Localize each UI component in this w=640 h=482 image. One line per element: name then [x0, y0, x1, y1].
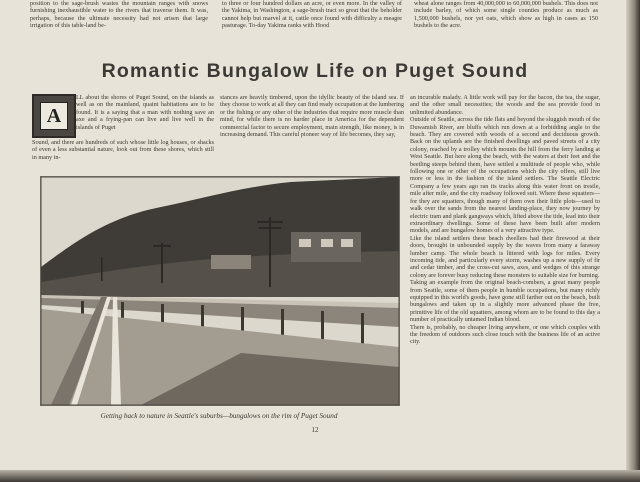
article-photo: [40, 176, 400, 406]
page-number: 12: [311, 426, 319, 434]
article-col1-beside-text: LL about the shores of Puget Sound, on the islands as well as on the mainland, quaint habitations are to be found. It is a saying that a man with nothing save an axe and a frying-pan can live and live well in the islands of Puget: [76, 94, 214, 131]
article-col2-text: stances are heavily timbered, upon the idyllic beauty of the island sea. If they choose to work at all they can find ready occupation at the lumbering or the fishing or any other of the industries that require more muscle than mind, for while there is no harder place in America for the dependent commercial factor to secure employment, main strength, like money, is in increasing demand. This careful pioneer way of life becomes, they say,: [220, 94, 404, 139]
beach-trestle-illustration: [41, 177, 399, 405]
article-col3-paragraph-1: an incurable malady. A little work will pay for the bacon, the tea, the sugar, and the other small necessities; the woods and the sea provide food in unlimited abundance.: [410, 94, 600, 116]
top-column-3: [414, 0, 598, 44]
article-col3-paragraph-4: Taking an example from the original beach-combers, a great many people from Seattle, some of them people in humble occupations, but many richly equipped in this world's goods, have gone still farther out on the beach, built bungalows and taken up in a slightly more advanced phase the free, primitive life of the old squatters, among whom are to be found to this day a number of practically untamed Indian blood.: [410, 279, 600, 324]
article-col3-paragraph-3: Like the island settlers these beach dwellers had their firewood at their doors, brought in unbounded supply by the waves from many a faraway lumber camp. The whole beach is littered with logs for miles. Every incoming tide, and particularly every storm, washes up a new supply of fir and cedar timber, and the cross-cut saws, axes, and wedges of this strange colony are forever busy reducing these monsters to suitable size for burning.: [410, 234, 600, 279]
article-headline: Romantic Bungalow Life on Puget Sound: [101, 60, 529, 82]
article-col3-paragraph-5: There is, probably, no cheaper living anywhere, or one which couples with the freedom of outdoors such close touch with the business life of an active city.: [410, 323, 600, 346]
article-column-1-beside-dropcap: [76, 94, 214, 138]
photo-caption: Getting back to nature in Seattle's suburbs—bungalows on the rim of Puget Sound: [100, 412, 338, 420]
page-bottom-shadow: [0, 470, 640, 482]
article-col3-paragraph-2: Outside of Seattle, across the tide flats and beyond the sluggish mouth of the Duwamish River, are bluffs which run down at a forbidding angle to the beach. They are covered with woods of a second and deciduous growth. Back on the uplands are the finished dwellings and paved streets of a city colony, reached by a trolley which mounts the hill from the ferry landing at West Seattle. But here along the beach, with the waters at their feet and the beetling steeps behind them, have settled a multitude of people who, while following one or other of the occupations which the city offers, still live more or less in the fashion of the island settlers. The Seattle Electric Company a few years ago ran its tracks along this water front on trestle, mile after mile, and the city roadway followed suit. Where these squatters—for they are squatters, though many of them own their little plots—used to walk over the sands from the nearest landing-place, they now journey by electric tram and plank gangways which, lifted above the tide, lead into their extraordinary dwellings. Some of these have been built after modern models, and are bungalow homes of a very attractive type.: [410, 116, 600, 235]
article-column-1-continued: [32, 139, 214, 171]
top-column-2: [222, 0, 402, 44]
drop-cap: [32, 94, 76, 138]
article-col1-rest-text: Sound, and there are hundreds of such whose little log houses, or shacks of even a less substantial nature, look out from these shores, which still in many in-: [32, 139, 214, 161]
article-column-2: [220, 94, 404, 170]
top-column-3-text: wheat alone ranges from 40,000,000 to 60,000,000 bushels. This does not include barley, of which some single counties produce as much as 1,500,000 bushels, nor yet oats, which show as high in cases as 150 bushels to the acre.: [414, 0, 598, 30]
page-edge-shadow: [626, 0, 640, 482]
top-column-1-text: position to the sage-brush wastes the mountain ranges with snows furnishing inexhaustible water to the rivers that traverse them. It was, perhaps, because the ultimate necessity had not arisen that large irrigation of this table-land be-: [30, 0, 208, 30]
top-column-1: [30, 0, 208, 44]
article-column-3: [410, 94, 600, 424]
drop-cap-letter: A: [40, 102, 68, 130]
top-column-2-text: to three or four hundred dollars an acre, or even more. In the valley of the Yakima, in Washington, a sage-brush tract so great that the beholder cannot help but marvel at it, cattle once found with difficulty a meagre pasturage. To-day Yakima ranks with Hood: [222, 0, 402, 30]
